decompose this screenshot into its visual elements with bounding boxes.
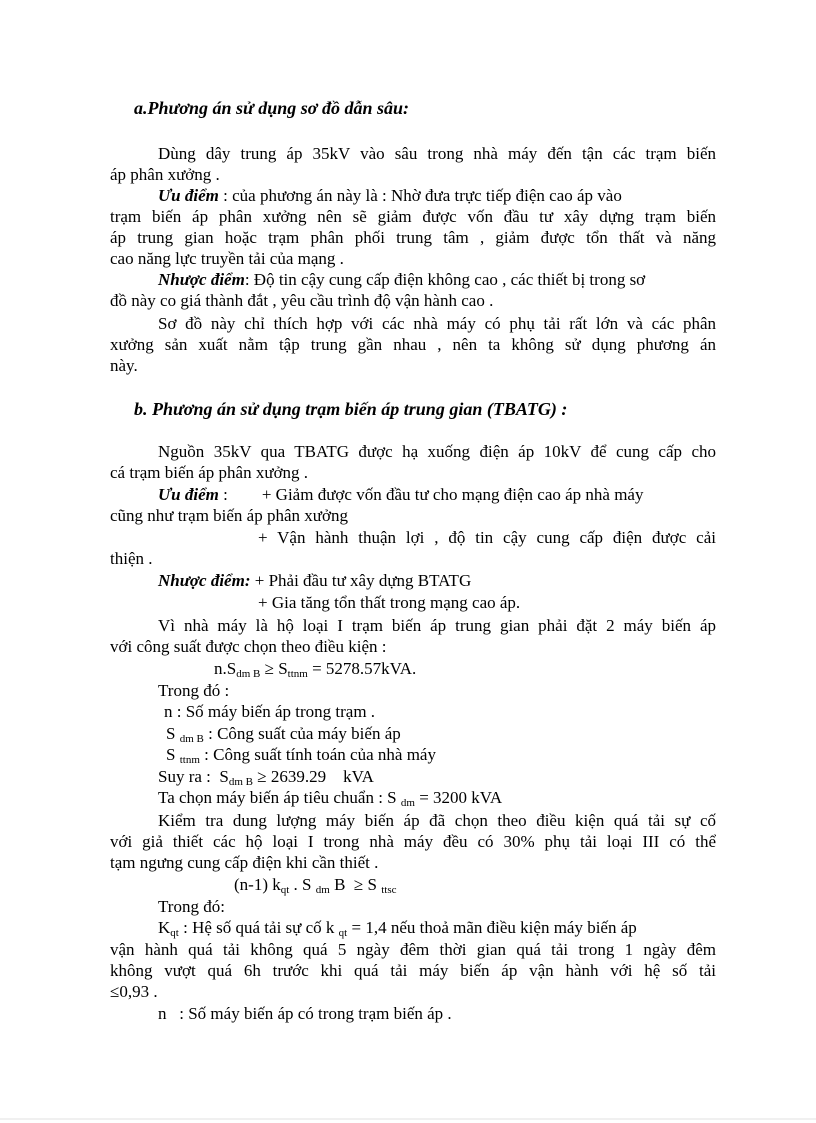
paragraph-line: Sơ đồ này chỉ thích hợp với các nhà máy có phụ tải rất lớn và các phân [158, 314, 716, 333]
paragraph-line: trạm biến áp phân xưởng nên sẽ giảm được vốn đầu tư xây dựng trạm biến [110, 207, 716, 226]
paragraph-line: vận hành quá tải không quá 5 ngày đêm thời gian quá tải trong 1 ngày đêm [110, 940, 716, 959]
advantage-label: Ưu điểm [158, 485, 219, 504]
paragraph-line: Vì nhà máy là hộ loại I trạm biến áp trung gian phải đặt 2 máy biến áp [158, 616, 716, 635]
paragraph-line: Nhược điểm: + Phải đầu tư xây dựng BTATG [158, 571, 472, 590]
disadvantage-label: Nhược điểm: [158, 571, 251, 590]
paragraph-line: + Vận hành thuận lợi , độ tin cậy cung cấp điện được cải [258, 528, 716, 547]
page-bottom-edge [0, 1118, 816, 1120]
paragraph-line: cá trạm biến áp phân xưởng . [110, 463, 309, 482]
equation-1: $n.S_{dm B} \ge S_{ttnm} = 5278.57kVA$. [214, 659, 417, 680]
disadvantage-label: Nhược điểm [158, 270, 245, 289]
paragraph-line: đồ này co giá thành đắt , yêu cầu trình độ vận hành cao . [110, 291, 494, 310]
paragraph-line: Trong đó: [158, 897, 225, 916]
paragraph-line: Trong đó : [158, 681, 230, 700]
section-heading-b: b. Phương án sử dụng trạm biến áp trung gian (TBATG) : [134, 399, 568, 419]
paragraph-line: không vượt quá 6h trước khi quá tải máy biến áp vận hành với hệ số tải [110, 961, 716, 980]
paragraph-line: cũng như trạm biến áp phân xưởng [110, 506, 348, 525]
paragraph-line: ≤0,93 . [110, 982, 158, 1001]
equation-2: (n-1) $k_{qt}$ . S $_{dm}$ B ≥ S $_{ttsc}$ [234, 875, 397, 896]
paragraph-line: với công suất được chọn theo điều kiện : [110, 637, 387, 656]
section-heading-a: a.Phương án sử dụng sơ đồ dẫn sâu: [134, 98, 409, 118]
paragraph-line: Kiểm tra dung lượng máy biến áp đã chọn theo điều kiện quá tải sự cố [158, 811, 716, 830]
paragraph-line: Nguồn 35kV qua TBATG được hạ xuống điện áp 10kV để cung cấp cho [158, 442, 716, 461]
paragraph-line: áp trung gian hoặc trạm phân phối trung tâm , giảm được tổn thất và năng [110, 228, 716, 247]
definition-line: S $_{ttnm}$ : Công suất tính toán của nhà máy [166, 745, 436, 766]
paragraph-line: Ưu điểm : + Giảm được vốn đầu tư cho mạng điện cao áp nhà máy [158, 485, 644, 504]
paragraph-line: cao năng lực truyền tải của mạng . [110, 249, 344, 268]
definition-line: S $_{dm B}$ : Công suất của máy biến áp [166, 724, 401, 745]
advantage-label: Ưu điểm [158, 186, 219, 205]
paragraph-line: Dùng dây trung áp 35kV vào sâu trong nhà máy đến tận các trạm biến [158, 144, 716, 163]
paragraph-line: + Gia tăng tổn thất trong mạng cao áp. [258, 593, 521, 612]
paragraph-line: xưởng sản xuất nằm tập trung gần nhau , nên ta không sử dụng phương án [110, 335, 716, 354]
definition-line: n : Số máy biến áp có trong trạm biến áp . [158, 1004, 452, 1023]
paragraph-line: này. [110, 356, 138, 375]
paragraph-line: tạm ngưng cung cấp điện khi cần thiết . [110, 853, 379, 872]
paragraph-line: thiện . [110, 549, 153, 568]
paragraph-line: với giả thiết các hộ loại I trong nhà máy đều có 30% phụ tải loại III có thể [110, 832, 716, 851]
choice-line: Ta chọn máy biến áp tiêu chuẩn : S $_{dm}$ = 3200 kVA [158, 788, 503, 809]
paragraph-line: Ưu điểm : của phương án này là : Nhờ đưa trực tiếp điện cao áp vào [158, 186, 622, 205]
paragraph-line: $K_{qt}$ : Hệ số quá tải sự cố k $_{qt}$ = 1,4 nếu thoả mãn điều kiện máy biến áp [158, 918, 637, 939]
paragraph-line: áp phân xưởng . [110, 165, 220, 184]
definition-line: n : Số máy biến áp trong trạm . [164, 702, 376, 721]
paragraph-line: Nhược điểm: Độ tin cậy cung cấp điện không cao , các thiết bị trong sơ [158, 270, 646, 289]
derivation-line: Suy ra : $S_{dm B} \ge 2639.29$ kVA [158, 767, 374, 788]
